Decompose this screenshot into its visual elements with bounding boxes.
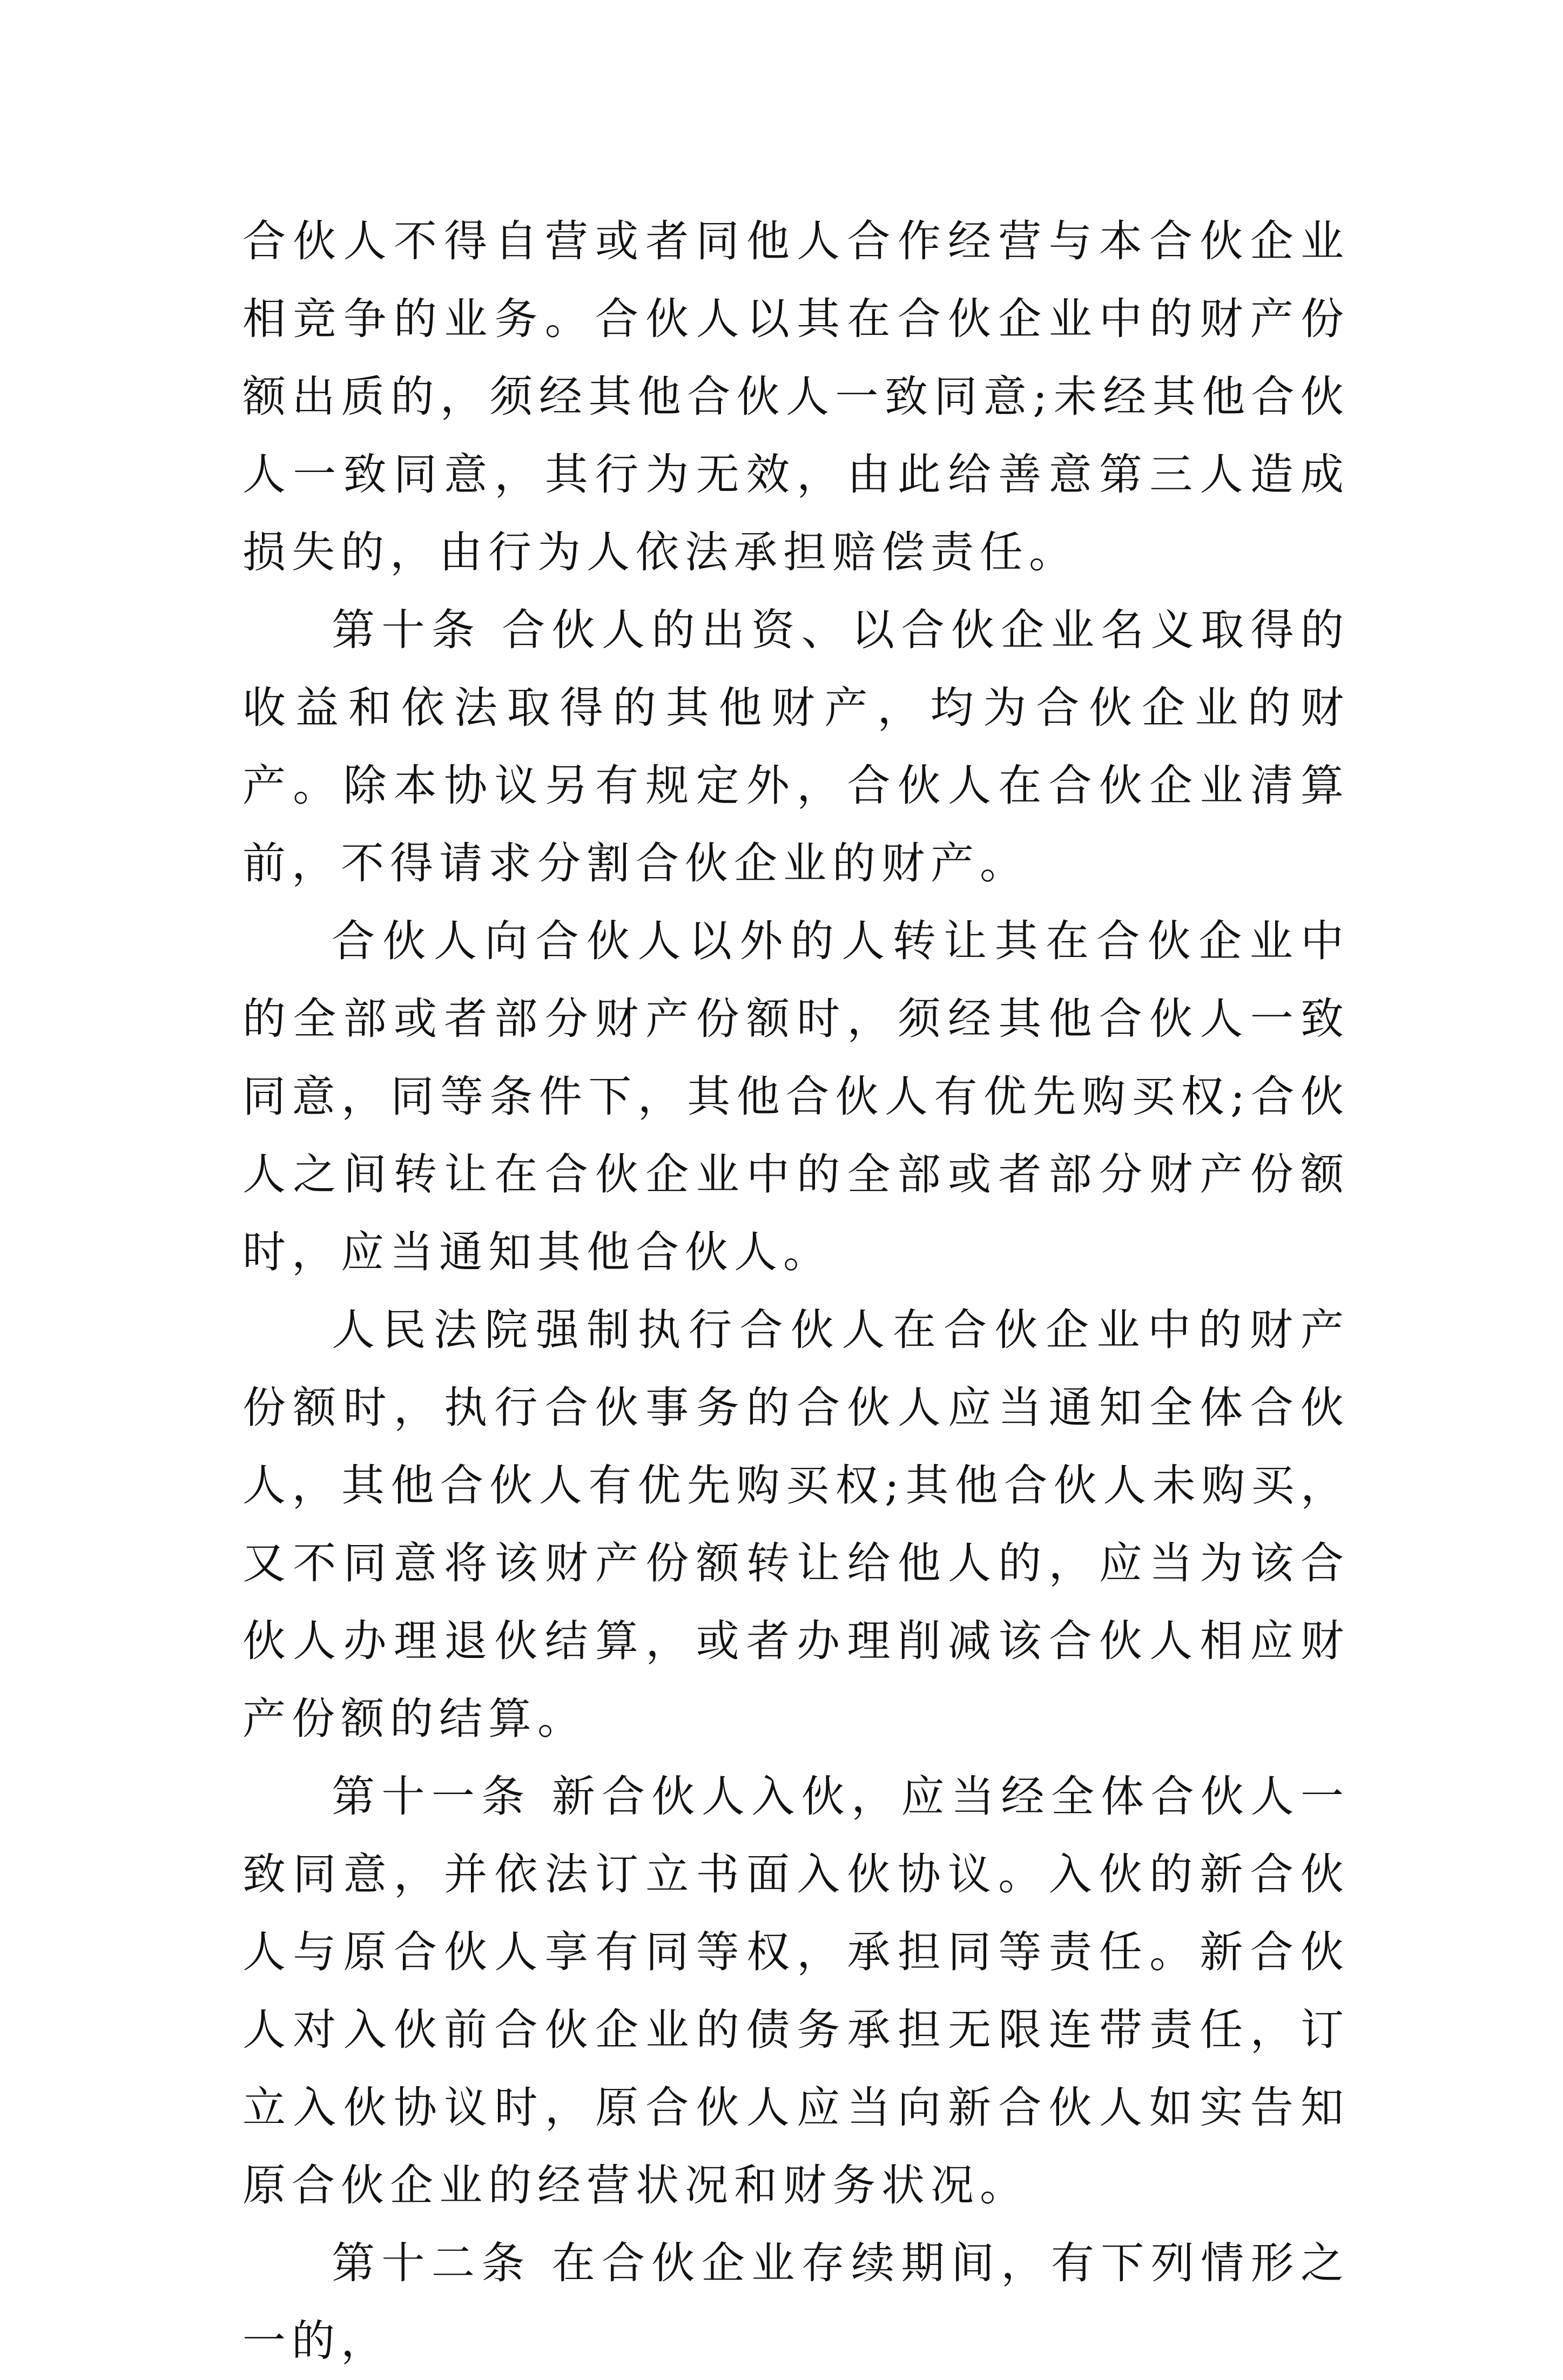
article-12-heading: 第十二条 <box>332 2238 531 2288</box>
article-12 <box>242 2224 1350 2380</box>
article-11-heading: 第十一条 <box>332 1771 531 1822</box>
paragraph-court-enforcement <box>242 1291 1350 1758</box>
article-10-text: 合伙人的出资、以合伙企业名义取得的收益和依法取得的其他财产，均为合伙企业的财产。除本协议另有规定外，合伙人在合伙企业清算前，不得请求分割合伙企业的财产。 <box>242 605 1350 888</box>
article-12-text: 在合伙企业存续期间，有下列情形之一的， <box>242 2238 1350 2366</box>
paragraph-court-enforcement-text: 人民法院强制执行合伙人在合伙企业中的财产份额时，执行合伙事务的合伙人应当通知全体合伙人，其他合伙人有优先购买权;其他合伙人未购买，又不同意将该财产份额转让给他人的，应当为该合伙人办理退伙结算，或者办理削减该合伙人相应财产份额的结算。 <box>242 1305 1350 1744</box>
paragraph-1-text: 合伙人不得自营或者同他人合作经营与本合伙企业相竞争的业务。合伙人以其在合伙企业中的财产份额出质的，须经其他合伙人一致同意;未经其他合伙人一致同意，其行为无效，由此给善意第三人造成损失的，由行为人依法承担赔偿责任。 <box>242 216 1350 577</box>
article-11-text: 新合伙人入伙，应当经全体合伙人一致同意，并依法订立书面入伙协议。入伙的新合伙人与原合伙人享有同等权，承担同等责任。新合伙人对入伙前合伙企业的债务承担无限连带责任，订立入伙协议时，原合伙人应当向新合伙人如实告知原合伙企业的经营状况和财务状况。 <box>242 1771 1350 2210</box>
paragraph-1 <box>242 203 1350 591</box>
paragraph-transfer <box>242 902 1350 1291</box>
article-10-spacer <box>481 605 502 655</box>
article-10-heading: 第十条 <box>332 605 482 655</box>
article-11 <box>242 1758 1350 2224</box>
article-10 <box>242 591 1350 902</box>
article-12-spacer <box>531 2238 552 2288</box>
paragraph-transfer-text: 合伙人向合伙人以外的人转让其在合伙企业中的全部或者部分财产份额时，须经其他合伙人一致同意，同等条件下，其他合伙人有优先购买权;合伙人之间转让在合伙企业中的全部或者部分财产份额时，应当通知其他合伙人。 <box>242 916 1350 1277</box>
document-body <box>242 203 1350 2380</box>
article-11-spacer <box>531 1771 552 1822</box>
